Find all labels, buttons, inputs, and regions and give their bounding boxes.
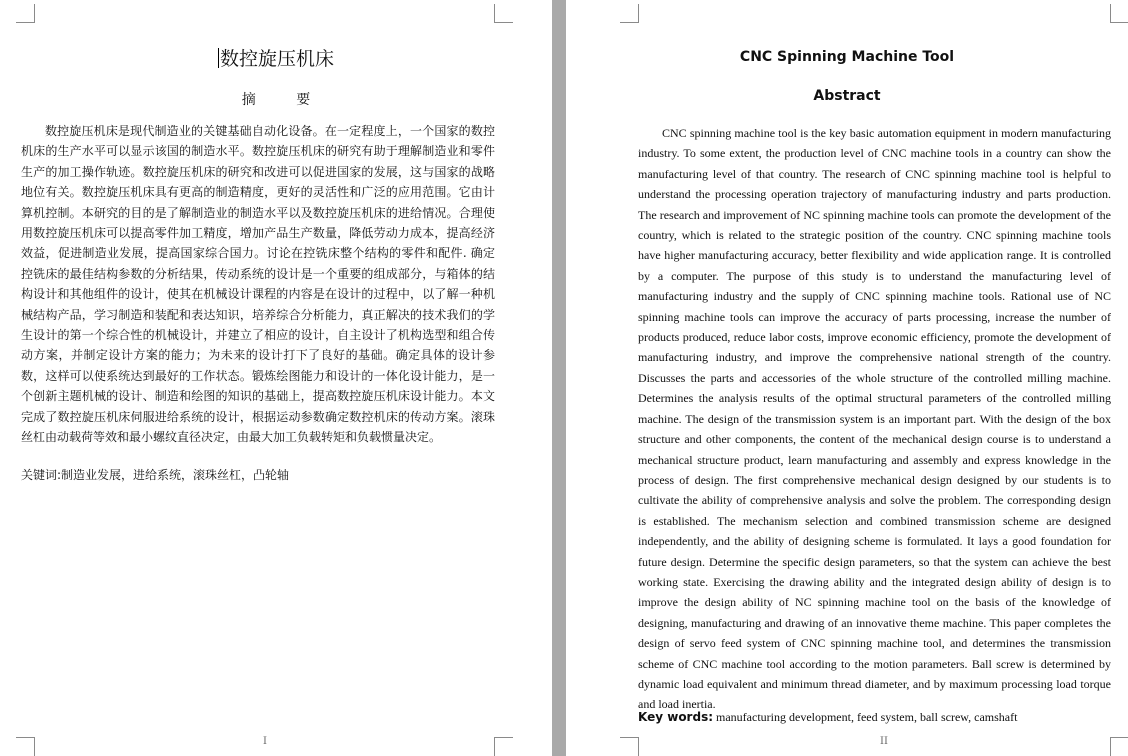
text-cursor [218, 48, 219, 68]
document-page-left [0, 0, 552, 756]
page-number: I [263, 736, 267, 747]
keywords-line[interactable] [21, 466, 495, 483]
document-title-english[interactable]: CNC Spinning Machine Tool [739, 49, 955, 65]
crop-mark [1110, 4, 1128, 23]
document-page-right [566, 0, 1128, 756]
abstract-body-english[interactable]: CNC spinning machine tool is the key basic automation equipment in modern manufacturing industry. To some extent, the production level of CNC machine tools in a country can show the manufacturing level of that country. The research of CNC spinning machine tool is helpful to understand the processing operation trajectory of manufacturing industry and parts production. The research and improvement of NC spinning machine tools can promote the development of the country, which is related to the strategic position of the country. CNC spinning machine tools have higher manufacturing accuracy, better flexibility and wide application range. It is controlled by a computer. The purpose of this study is to understand the manufacturing level of manufacturing industry and the supply of CNC spinning machine tools. Rational use of NC spinning machine tools can improve the accuracy of parts processing, increase the number of products produced, reduce labor costs, improve economic efficiency, promote the development of manufacturing industry, and improve the comprehensive national strength of the country. Discusses the parts and accessories of the whole structure of the controlled milling machine. Determines the analysis results of the optimal structural parameters of the controlled milling machine. The design of the transmission system is an important part. With the design of the box structure and other components, the content of the mechanical design course is to understand a mechanical structure product, learn manufacturing and assembly and express knowledge in the process of design. The first comprehensive mechanical design designed by our students is to cultivate the ability of comprehensive analysis and solve the problem. The corresponding design is established. The mechanism selection and combined transmission scheme are designed independently, and the ability of designing scheme is formulated. It lays a good foundation for future design. Determine the specific design parameters, so that the system can achieve the best working state. Exercising the drawing ability and the integrated design ability of design is to improve the design ability of NC spinning machine tool on the basis of the knowledge of designing, manufacturing and drawing of an innovative theme machine. This paper completes the design of servo feed system of CNC spinning machine tool, and determines the transmission scheme of CNC machine tool according to the motion parameters. Ball screw is determined by dynamic load equivalent and minimum thread diameter, and by maximum processing load torque and load inertia. [638, 126, 1111, 712]
keywords-text: 制造业发展，进给系统，滚珠丝杠，凸轮轴 [61, 468, 290, 482]
crop-mark [16, 4, 35, 23]
keywords-label: 关键词: [21, 468, 62, 482]
abstract-heading-english[interactable]: Abstract [813, 88, 881, 104]
crop-mark [1110, 737, 1128, 756]
abstract-heading[interactable]: 摘 要 [241, 92, 329, 108]
keywords-label-english: Key words: [638, 710, 714, 724]
document-title[interactable] [0, 44, 552, 71]
keywords-line-english[interactable] [638, 710, 1111, 725]
crop-mark [494, 737, 513, 756]
crop-mark [620, 4, 639, 23]
crop-mark [16, 737, 35, 756]
abstract-body[interactable]: 数控旋压机床是现代制造业的关键基础自动化设备。在一定程度上，一个国家的数控机床的生产水平可以显示该国的制造水平。数控旋压机床的研究有助于理解制造业和零件生产的加工操作轨迹。数控旋压机床的研究和改进可以促进国家的发展，这与国家的战略地位有关。数控旋压机床具有更高的制造精度，更好的灵活性和广泛的应用范围。它由计算机控制。本研究的目的是了解制造业的制造水平以及数控旋压机床的进给情况。合理使用数控旋压机床可以提高零件加工精度，增加产品生产数量，降低劳动力成本，提高经济效益，促进制造业发展，提高国家综合国力。讨论在控铣床整个结构的零件和配件. 确定控铣床的最佳结构参数的分析结果，传动系统的设计是一个重要的组成部分，与箱体的结构设计和其他组件的设计，使其在机械设计课程的内容是在设计的过程中，以了解一种机械结构产品，学习制造和装配和表达知识，培养综合分析能力，真正解决的技术我们的学生设计的第一个综合性的机械设计，并建立了相应的设计，自主设计了机构选型和组合传动方案，并制定设计方案的能力；为未来的设计打下了良好的基础。确定具体的设计参数，这样可以使系统达到最好的工作状态。锻炼绘图能力和设计的一体化设计能力，是一个创新主题机械的设计、制造和绘图的知识的基础上，提高数控旋压机床设计能力。本文完成了数控旋压机床伺服进给系统的设计，根据运动参数确定数控机床的传动方案。滚珠丝杠由动载荷等效和最小螺纹直径决定，由最大加工负载转矩和负载惯量决定。 [21, 124, 495, 445]
document-title-text[interactable]: 数控旋压机床 [219, 48, 334, 70]
crop-mark [494, 4, 513, 23]
keywords-text-english: manufacturing development, feed system, ball screw, camshaft [713, 710, 1018, 724]
crop-mark [620, 737, 639, 756]
page-number-english: II [880, 736, 888, 747]
